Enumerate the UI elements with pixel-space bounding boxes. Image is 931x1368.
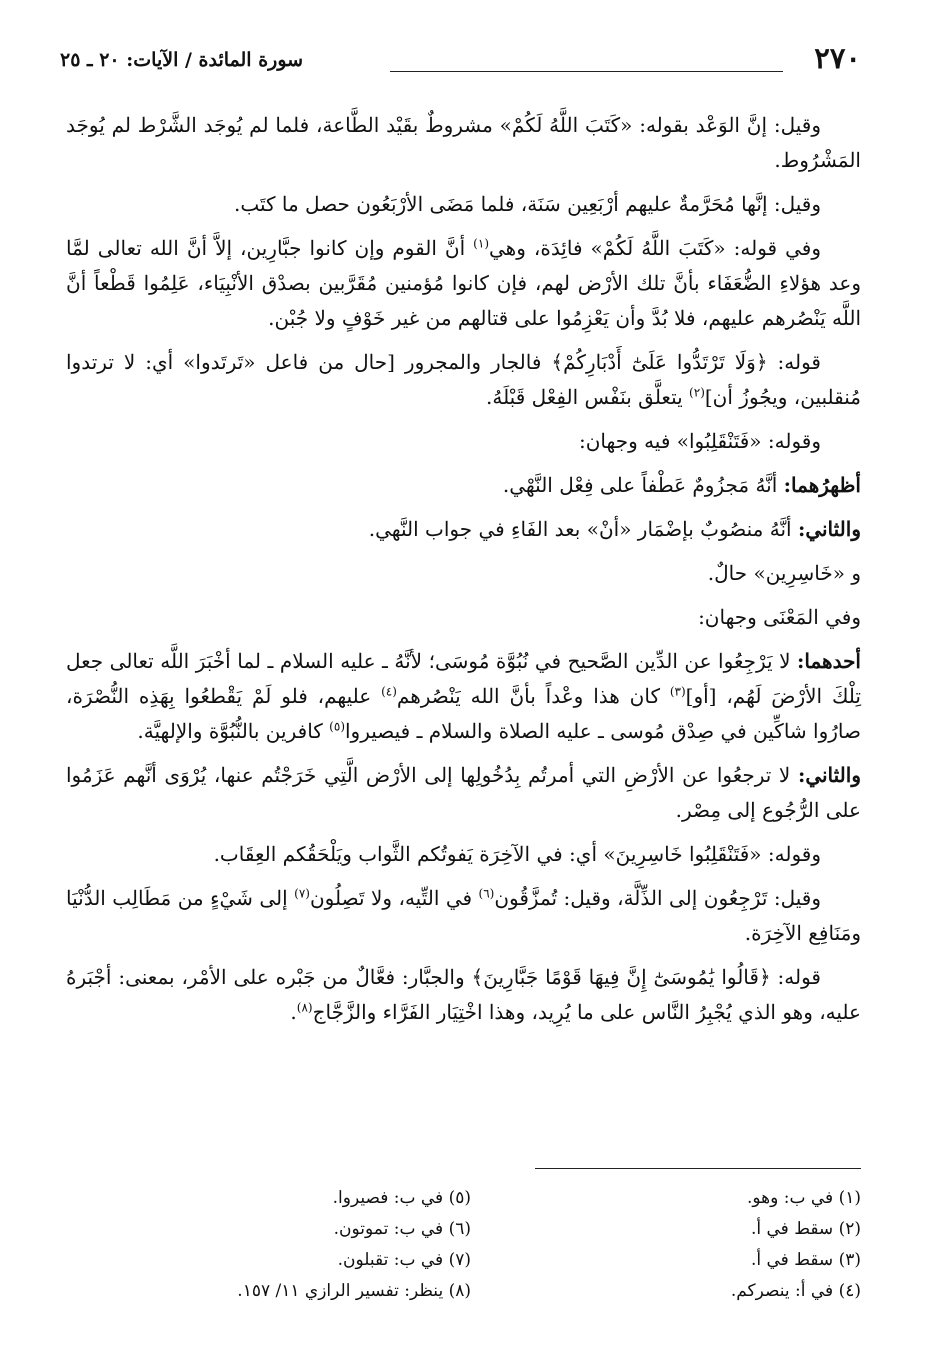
- paragraph: [66, 231, 861, 336]
- paragraph-text: يتعلَّق بنَفْس الفِعْل قَبْلَهُ.: [485, 385, 690, 409]
- paragraph: [66, 512, 861, 547]
- bold-term: والثاني:: [797, 763, 861, 787]
- paragraph-text: وفي قوله: «كَتَبَ اللَّهُ لَكُمْ» فائِدَة، وهي: [489, 236, 821, 260]
- paragraph: [66, 960, 861, 1030]
- footnote: (٧) في ب: تقبلون.: [337, 1250, 471, 1270]
- paragraph-text: أنَّهُ مَجزُومٌ عَطْفاً على فِعْل النَّهْي.: [502, 473, 784, 497]
- paragraph-text: لا ترجعُوا عن الأرْضِ التي أمرتُم بِدُخُولِها إلى الأرْض الَّتِي خَرَجْتُم عنها، يُرْوَى أنَّهم عَزَمُوا على الرُّجُوع إلى مِصْر.: [66, 763, 861, 822]
- paragraph-text: كان هذا وعْداً بأنَّ الله يَنْصُرهم: [396, 684, 670, 708]
- page-header: [60, 38, 861, 78]
- paragraph-text: وقوله: «فَتَنْقَلِبُوا» فيه وجهان:: [578, 429, 821, 453]
- footnote-ref: (٤): [381, 684, 397, 699]
- footnote-ref: (٦): [478, 886, 495, 901]
- footnote-column: [111, 1183, 471, 1307]
- paragraph-text: عليهم، فلو لَمْ يَقْطعُوا بِهَذِه النُّصْرَة، صارُوا شاكِّين في صِدْق مُوسى ـ عليه الصلاة والسلام ـ فيصيروا: [66, 684, 861, 743]
- paragraph: [66, 837, 861, 872]
- paragraph-text: أنَّهُ منصُوبٌ بإضْمَار «أنْ» بعد الفَاءِ في جواب النَّهي.: [368, 517, 798, 541]
- footnote-ref: (٧): [294, 886, 310, 901]
- bold-term: والثاني:: [797, 517, 861, 541]
- footnote-column: [561, 1183, 861, 1307]
- footnote: (٨) ينظر: تفسير الرازي ١١/ ١٥٧.: [237, 1281, 471, 1301]
- paragraph-text: .: [290, 1000, 297, 1024]
- footnote-ref: (٢): [689, 385, 705, 400]
- bold-term: أظهرُهما:: [783, 473, 861, 497]
- paragraph: [66, 556, 861, 591]
- paragraph-text: وقوله: «فَتَنْقَلِبُوا خَاسِرِينَ» أي: في الآخِرَة يَفوتُكم الثَّواب ويَلْحَقُكم العِقَاب.: [213, 842, 821, 866]
- paragraph-text: وفي المَعْنَى وجهان:: [698, 605, 861, 629]
- page-number: ٢٧٠: [814, 41, 861, 75]
- header-rule: [390, 71, 783, 72]
- paragraph-text: وقيل: إنَّ الوَعْد بقوله: «كَتَبَ اللَّهُ لَكُمْ» مشروطٌ بقَيْد الطَّاعة، فلما لم يُوجَد الشَّرْط لم يُوجَد المَشْرُوط.: [66, 113, 861, 172]
- paragraph-text: قوله: ﴿وَلَا تَرْتَدُّوا عَلَىٰٓ أَدْبَارِكُمْ﴾ فالجار والمجرور [حال من فاعل «تَرتَدوا» أي: لا ترتدوا مُنقلبين، ويجُوزُ أن]: [66, 350, 861, 409]
- footnote: (٦) في ب: تموتون.: [333, 1219, 471, 1239]
- bold-term: أحدهما:: [796, 649, 861, 673]
- footnote: (٤) في أ: ينصركم.: [730, 1281, 861, 1301]
- paragraph: [66, 600, 861, 635]
- footnote-ref: (٨): [296, 1000, 313, 1015]
- paragraph: [66, 345, 861, 415]
- footnote-ref: (٣): [669, 684, 686, 699]
- footnote-rule: [535, 1168, 861, 1169]
- paragraph: [66, 108, 861, 178]
- paragraph-text: أنَّ القوم وإن كانوا جبَّارِين، إلاَّ أنَّ الله تعالى لمَّا وعد هؤلاءِ الضُّعَفَاء بأنَّ تلك الأرْض لهم، فإن كانوا مُؤمنين مُقَرَّبين بصدْق الأنْبِيَاء، عَلِمُوا قَطْعاً أنَّ اللَّه يَنْصُرهم عليهم، فلا بُدَّ وأن يَعْزِمُوا على قتالهم من غير خَوْفٍ ولا جُبْن.: [66, 236, 861, 330]
- paragraph-text: إلى شَيْءٍ من مَطَالِب الدُّنْيَا ومَنَافِع الآخِرَة.: [66, 886, 861, 945]
- body-text: [66, 108, 861, 1039]
- footnote-ref: (٥): [329, 719, 345, 734]
- paragraph: [66, 187, 861, 222]
- paragraph-text: وقيل: إنَّها مُحَرَّمةٌ عليهم أرْبَعِين سَنَة، فلما مَضَى الأرْبَعُون حصل ما كتَب.: [233, 192, 821, 216]
- running-head: سورة المائدة / الآيات: ٢٠ ـ ٢٥: [60, 49, 304, 71]
- footnote: (٢) سقط في أ.: [750, 1219, 861, 1239]
- paragraph-text: لا يَرْجِعُوا عن الدِّين الصَّحيح في نُبُوَّة مُوسَى؛ لأنَّهُ ـ عليه السلام ـ لما أخْبَرَ اللَّه تعالى جعل تِلْكَ الأرْضَ لَهُم، [أو]: [66, 649, 861, 708]
- paragraph: [66, 424, 861, 459]
- paragraph: [66, 758, 861, 828]
- paragraph-text: وقيل: تَرْجِعُون إلى الذِّلَّة، وقيل: تُمزَّقُون: [494, 886, 821, 910]
- footnote: (٣) سقط في أ.: [750, 1250, 861, 1270]
- footnote-ref: (١): [473, 236, 489, 251]
- footnote: (٥) في ب: فصيروا.: [332, 1188, 471, 1208]
- footnote: (١) في ب: وهو.: [746, 1188, 861, 1208]
- paragraph-text: قوله: ﴿قَالُوا يَٰمُوسَىٰٓ إِنَّ فِيهَا قَوْمًا جَبَّارِينَ﴾ والجبَّار: فعَّالٌ من جَبْره على الأمْر، بمعنى: أجْبَرهُ عليه، وهو الذي يُجْبِرُ النَّاس على ما يُرِيد، وهذا اخْتِيَار الفَرَّاء والزَّجَّاج: [66, 965, 861, 1024]
- paragraph-text: كافرين بالنُّبُوَّة والإلهيَّة.: [137, 719, 330, 743]
- paragraph-text: في التِّيه، ولا تَصِلُون: [309, 886, 479, 910]
- paragraph-text: و «خَاسِرِين» حالٌ.: [707, 561, 861, 585]
- paragraph: [66, 644, 861, 749]
- footnotes: [110, 1183, 861, 1323]
- paragraph: [66, 468, 861, 503]
- paragraph: [66, 881, 861, 951]
